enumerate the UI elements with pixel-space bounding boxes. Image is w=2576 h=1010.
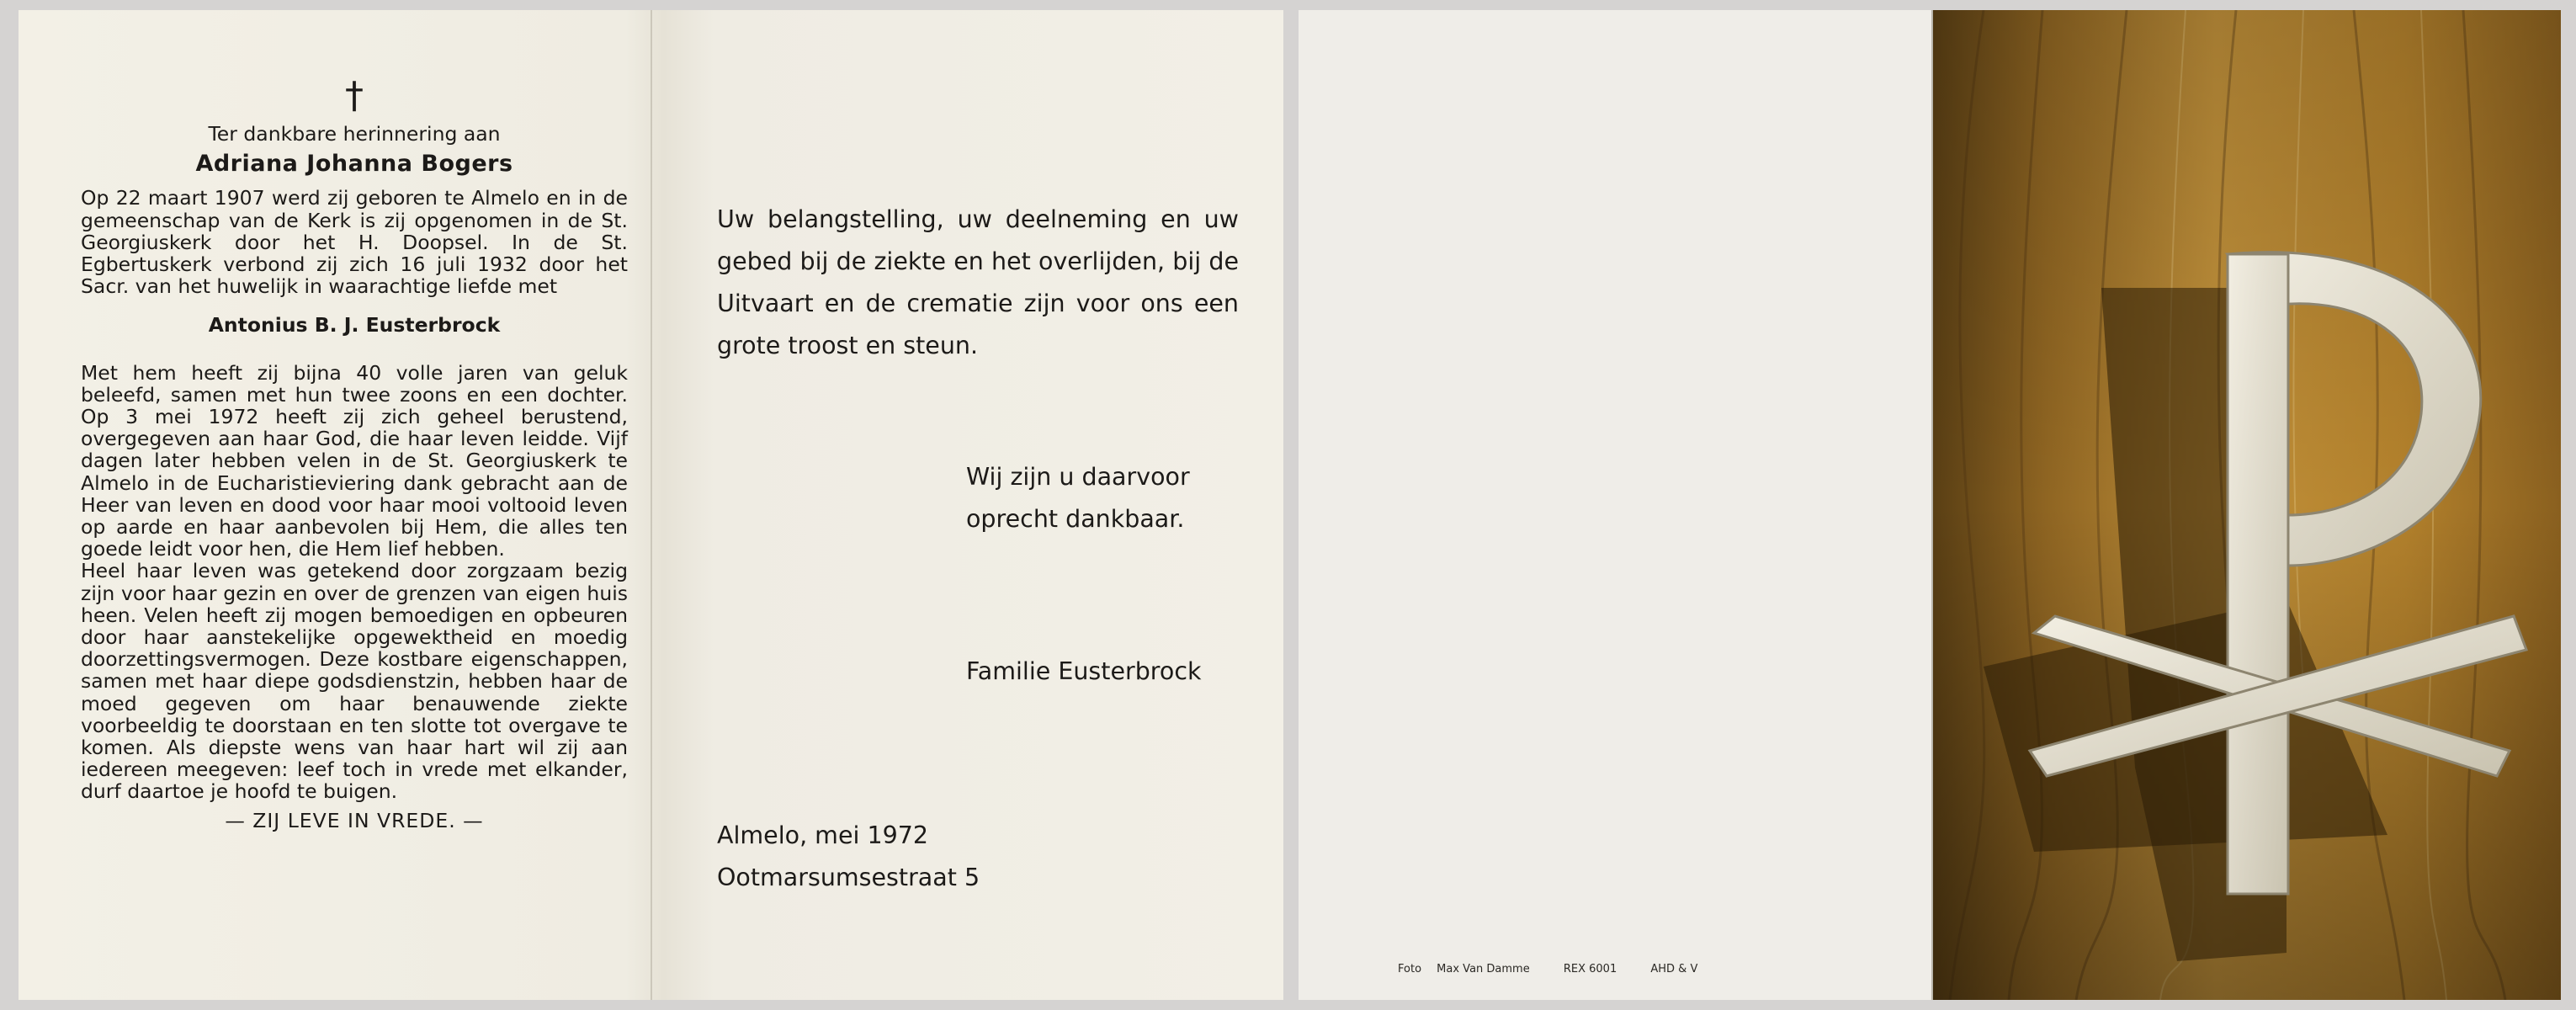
thanks-text: Uw belangstelling, uw deelneming en uw gebed bij de ziekte en het overlijden, bij de Uitvaart en de crematie zijn voor ons een grote troost en steun. — [717, 205, 1239, 359]
gratitude-line-1: Wij zijn u daarvoor — [966, 463, 1190, 491]
card-fold — [651, 10, 652, 1000]
birth-paragraph: Op 22 maart 1907 werd zij geboren te Almelo en in de gemeenschap van de Kerk is zij opgenomen in de St. Georgiuskerk door het H. Doopsel. In de St. Egbertuskerk verbond zij zich 16 juli 1932 door het Sacr. van het huwelijk in waarachtige liefde met — [81, 186, 628, 299]
place-block — [717, 815, 980, 899]
gratitude-line-2: oprecht dankbaar. — [966, 505, 1185, 533]
chi-rho-photo — [1933, 10, 2561, 1000]
place-date: Almelo, mei 1972 — [717, 821, 928, 849]
gratitude-block — [966, 456, 1190, 540]
publisher-name: AHD & V — [1650, 963, 1698, 975]
photo-credits — [1398, 963, 1728, 975]
photographer-name: Max Van Damme — [1437, 963, 1530, 975]
closing-line: — ZIJ LEVE IN VREDE. — — [225, 808, 484, 832]
life-paragraph: Met hem heeft zij bijna 40 volle jaren van geluk beleefd, samen met hun twee zoons en een dochter. Op 3 mei 1972 heeft zij zich geheel berustend, overgegeven aan haar God, die haar leven leidde. Vijf dagen later hebben velen in de St. Georgiuskerk te Almelo in de Eucharistieviering dank gebracht aan de Heer van leven en dood voor haar mooi voltooid leven op aarde en haar aanbevolen bij Hem, die alles ten goede leidt voor hen, die Hem lief hebben. — [81, 360, 628, 561]
deceased-name: Adriana Johanna Bogers — [195, 151, 513, 178]
family-signature: Familie Eusterbrock — [966, 657, 1202, 685]
address: Ootmarsumsestraat 5 — [717, 864, 980, 891]
card-code: REX 6001 — [1563, 963, 1617, 975]
credit-label: Foto — [1398, 963, 1422, 975]
character-paragraph: Heel haar leven was getekend door zorgzaam bezig zijn voor haar gezin en over de grenzen van eigen huis heen. Velen heeft zij mogen bemoedigen en opbeuren door haar aanstekelijke opgewektheid en moedig doorzettingsvermogen. Deze kostbare eigenschappen, samen met haar diepe godsdienstzin, hebben haar de moed gegeven om haar benauwende ziekte voorbeeldig te doorstaan en ten slotte tot overgave te komen. Als diepste wens van haar hart wil zij aan iedereen meegeven: leef toch in vrede met elkander, durf daartoe je hoofd te buigen. — [81, 559, 628, 804]
cross-icon: † — [345, 74, 364, 117]
memorial-card-outer — [1299, 10, 2561, 1000]
memorial-card-inner — [19, 10, 1283, 1000]
spouse-name: Antonius B. J. Eusterbrock — [208, 313, 501, 338]
remembrance-intro: Ter dankbare herinnering aan — [208, 122, 501, 146]
obituary-panel — [81, 74, 628, 832]
